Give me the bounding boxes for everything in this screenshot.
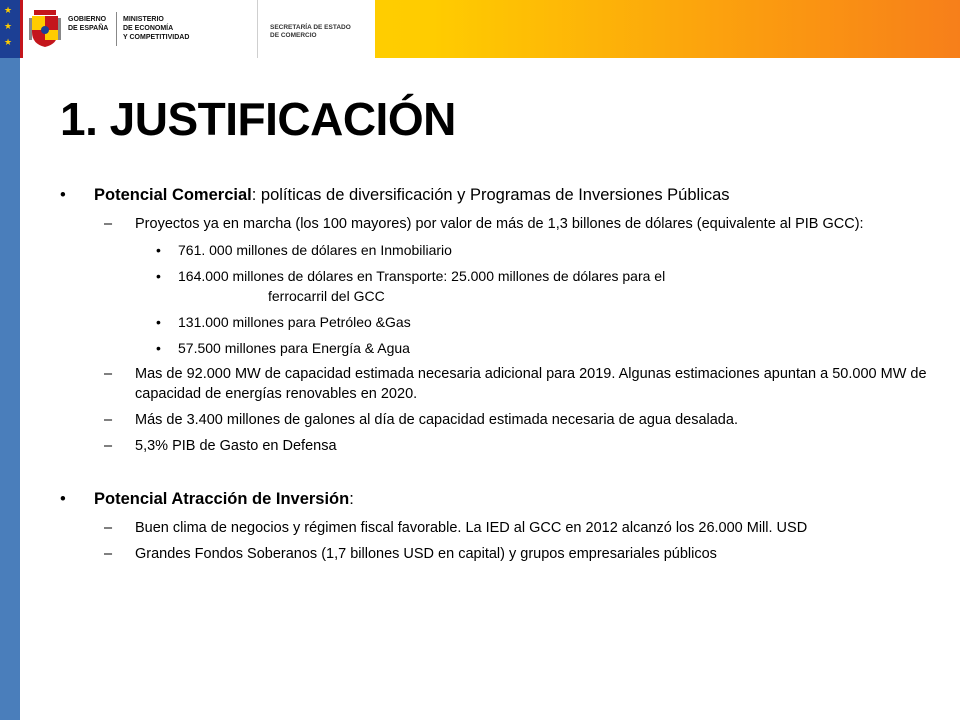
bullet-marker: • [156,314,161,330]
dash-marker: – [104,520,113,536]
bullet-commercial-potential [60,184,940,206]
spacer [60,462,940,488]
bullet-marker: • [156,268,161,284]
dash-marker: – [104,546,113,562]
list-item: – Buen clima de negocios y régimen fiscal favorable. La IED al GCC en 2012 alcanzó los 26.000 Mill. USD [104,520,808,536]
section-heading-rest: : [349,490,354,508]
dash-marker: – [104,366,113,382]
list-item: • 57.500 millones para Energía & Agua [156,340,410,356]
dash-marker: – [104,438,113,454]
bullet-marker: • [156,340,161,356]
bullet-marker: • [60,186,66,204]
ministry-label: MINISTERIO DE ECONOMÍA Y COMPETITIVIDAD [123,16,190,41]
slide-title: 1. JUSTIFICACIÓN [60,93,456,145]
dash-marker: – [104,412,113,428]
coat-of-arms-icon [29,10,61,48]
slide-content [60,184,940,570]
star-icon: ★ [4,21,13,31]
list-item: • 131.000 millones para Petróleo &Gas [156,314,411,330]
bullet-marker: • [156,242,161,258]
header-banner [0,0,960,58]
section-heading: Potencial Atracción de Inversión [94,490,350,508]
list-item: – Proyectos ya en marcha (los 100 mayores) por valor de más de 1,3 billones de dólares (equivalente al PIB GCC): [104,216,864,232]
section-heading: Potencial Comercial [94,186,252,204]
section-heading-rest: : políticas de diversificación y Programas de Inversiones Públicas [251,186,730,204]
list-item: • 164.000 millones de dólares en Transporte: 25.000 millones de dólares para el ferrocarril del GCC [156,268,666,304]
bullet-marker: • [60,490,66,508]
secretariat-label: SECRETARÍA DE ESTADO DE COMERCIO [270,24,351,39]
government-logo [23,0,257,58]
dash-marker: – [104,216,113,232]
list-item: – Mas de 92.000 MW de capacidad estimada necesaria adicional para 2019. Algunas estimaciones apuntan a 50.000 MW de capacidad de energías renovables en 2020. [104,366,927,402]
bullet-investment-potential [60,488,940,510]
list-item: – Grandes Fondos Soberanos (1,7 billones USD en capital) y grupos empresariales públicos [104,546,717,562]
eu-flag [0,0,20,58]
star-icon: ★ [4,5,13,15]
list-item: – 5,3% PIB de Gasto en Defensa [104,438,337,454]
logo-divider [116,12,117,46]
list-item: • 761. 000 millones de dólares en Inmobiliario [156,242,452,258]
secretariat-logo [257,0,375,58]
government-label: GOBIERNO DE ESPAÑA [68,16,109,32]
list-item: – Más de 3.400 millones de galones al día de capacidad estimada necesaria de agua desalada. [104,412,738,428]
star-icon: ★ [4,37,13,47]
left-accent-bar [0,58,20,720]
